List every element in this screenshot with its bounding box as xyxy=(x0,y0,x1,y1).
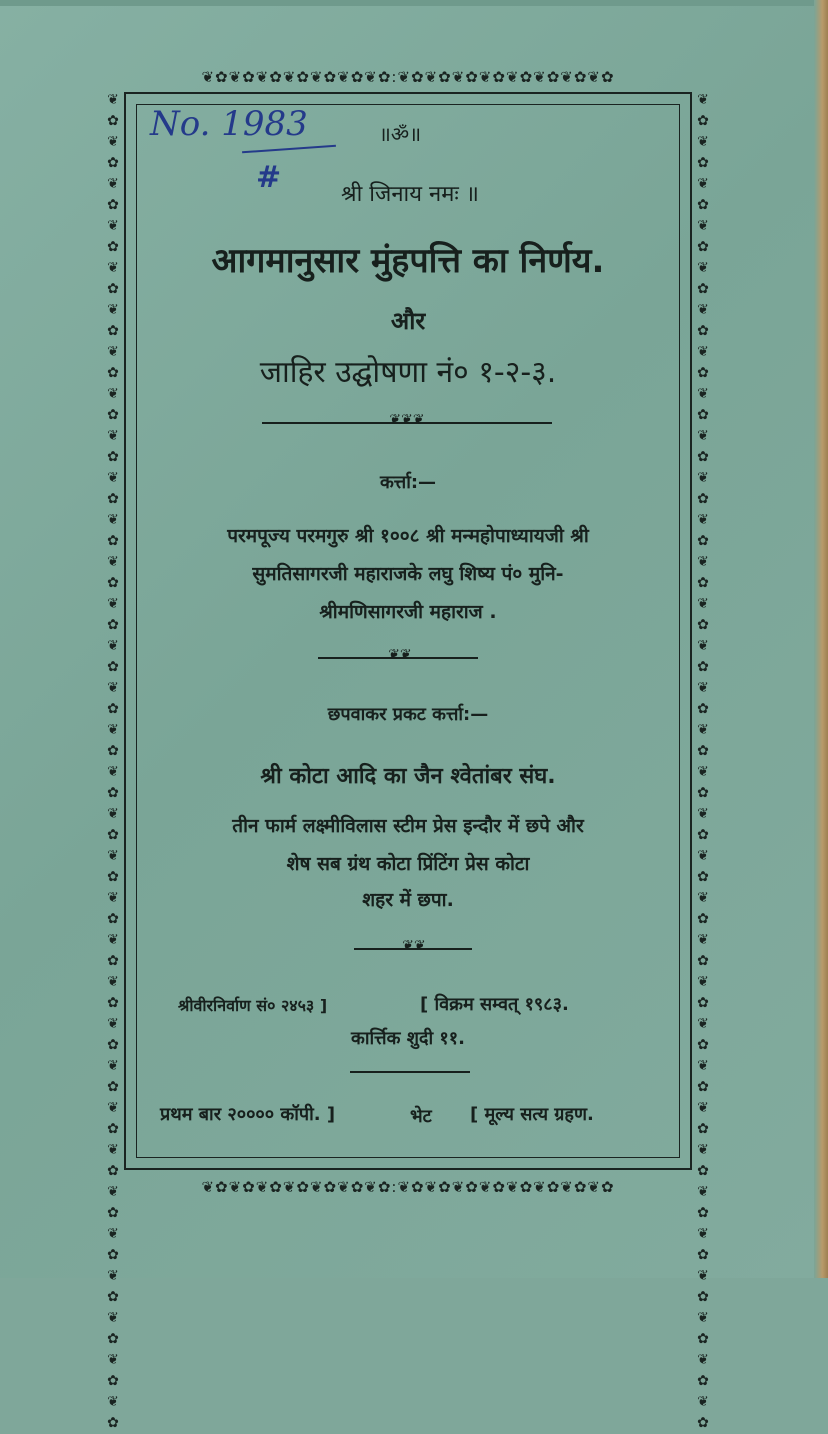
press-line-3: शहर में छपा. xyxy=(362,889,454,911)
ornament-border-right: ❦✿❦✿❦✿❦✿❦✿❦✿❦✿❦✿❦✿❦✿❦✿❦✿❦✿❦✿❦✿❦✿❦✿❦✿❦✿❦✿❦✿❦✿❦✿❦✿❦✿❦✿❦✿❦✿❦✿❦✿❦✿❦✿ xyxy=(697,92,709,1431)
title-conjunction: और xyxy=(390,307,426,335)
om-symbol: ॥ॐ॥ xyxy=(378,122,422,146)
price-info: [ मूल्य सत्य ग्रहण. xyxy=(470,1104,594,1125)
author-line-3: श्रीमणिसागरजी महाराज . xyxy=(319,601,497,623)
ornament-border-top: ❦✿❦✿❦✿❦✿❦✿❦✿❦✿:❦✿❦✿❦✿❦✿❦✿❦✿❦✿❦✿ xyxy=(201,68,615,86)
author-line-2: सुमतिसागरजी महाराजके लघु शिष्य पं० मुनि- xyxy=(252,563,564,585)
date-vikram-samvat: [ विक्रम सम्वत् १९८३. xyxy=(420,994,569,1015)
press-line-1: तीन फार्म लक्ष्मीविलास स्टीम प्रेस इन्दौर में छपे और xyxy=(232,815,584,837)
handwritten-mark: # xyxy=(256,160,282,195)
press-line-2: शेष सब ग्रंथ कोटा प्रिंटिंग प्रेस कोटा xyxy=(286,853,530,875)
invocation: श्री जिनाय नमः ॥ xyxy=(341,182,479,207)
paper-right-edge xyxy=(814,0,828,1278)
publisher-name: श्री कोटा आदि का जैन श्वेतांबर संघ. xyxy=(260,764,556,789)
edition-info: प्रथम बार २०००० कॉपी. ] xyxy=(160,1104,336,1125)
author-line-1: परमपूज्य परमगुरु श्री १००८ श्री मन्महोपाध्यायजी श्री xyxy=(227,525,589,547)
book-title: आगमानुसार मुंहपत्ति का निर्णय. xyxy=(211,241,605,281)
author-heading: कर्त्ता:— xyxy=(379,472,437,493)
ornamental-rule-4 xyxy=(350,1071,470,1073)
ornamental-rule-3-center: ❦❦ xyxy=(402,938,426,954)
handwritten-number xyxy=(150,104,308,144)
handwritten-number-value: 1983 xyxy=(221,104,308,144)
gift-label: भेट xyxy=(410,1106,432,1127)
publisher-heading: छपवाकर प्रकट कर्त्ता:— xyxy=(327,704,489,725)
ornamental-rule-2-center: ❦❦ xyxy=(388,647,412,663)
handwritten-number-prefix: No. xyxy=(150,104,211,144)
ornament-border-left: ❦✿❦✿❦✿❦✿❦✿❦✿❦✿❦✿❦✿❦✿❦✿❦✿❦✿❦✿❦✿❦✿❦✿❦✿❦✿❦✿❦✿❦✿❦✿❦✿❦✿❦✿❦✿❦✿❦✿❦✿❦✿❦✿ xyxy=(107,92,119,1431)
date-month: कार्त्तिक शुदी ११. xyxy=(351,1028,465,1049)
ornamental-rule-1-center: ❦❦❦ xyxy=(389,412,425,428)
ornament-border-bottom: ❦✿❦✿❦✿❦✿❦✿❦✿❦✿:❦✿❦✿❦✿❦✿❦✿❦✿❦✿❦✿ xyxy=(201,1178,615,1196)
date-vir-nirvan: श्रीवीरनिर्वाण सं० २४५३ ] xyxy=(178,996,328,1015)
book-subtitle: जाहिर उद्घोषणा नं० १-२-३. xyxy=(259,355,557,390)
paper-top-edge xyxy=(0,0,828,6)
